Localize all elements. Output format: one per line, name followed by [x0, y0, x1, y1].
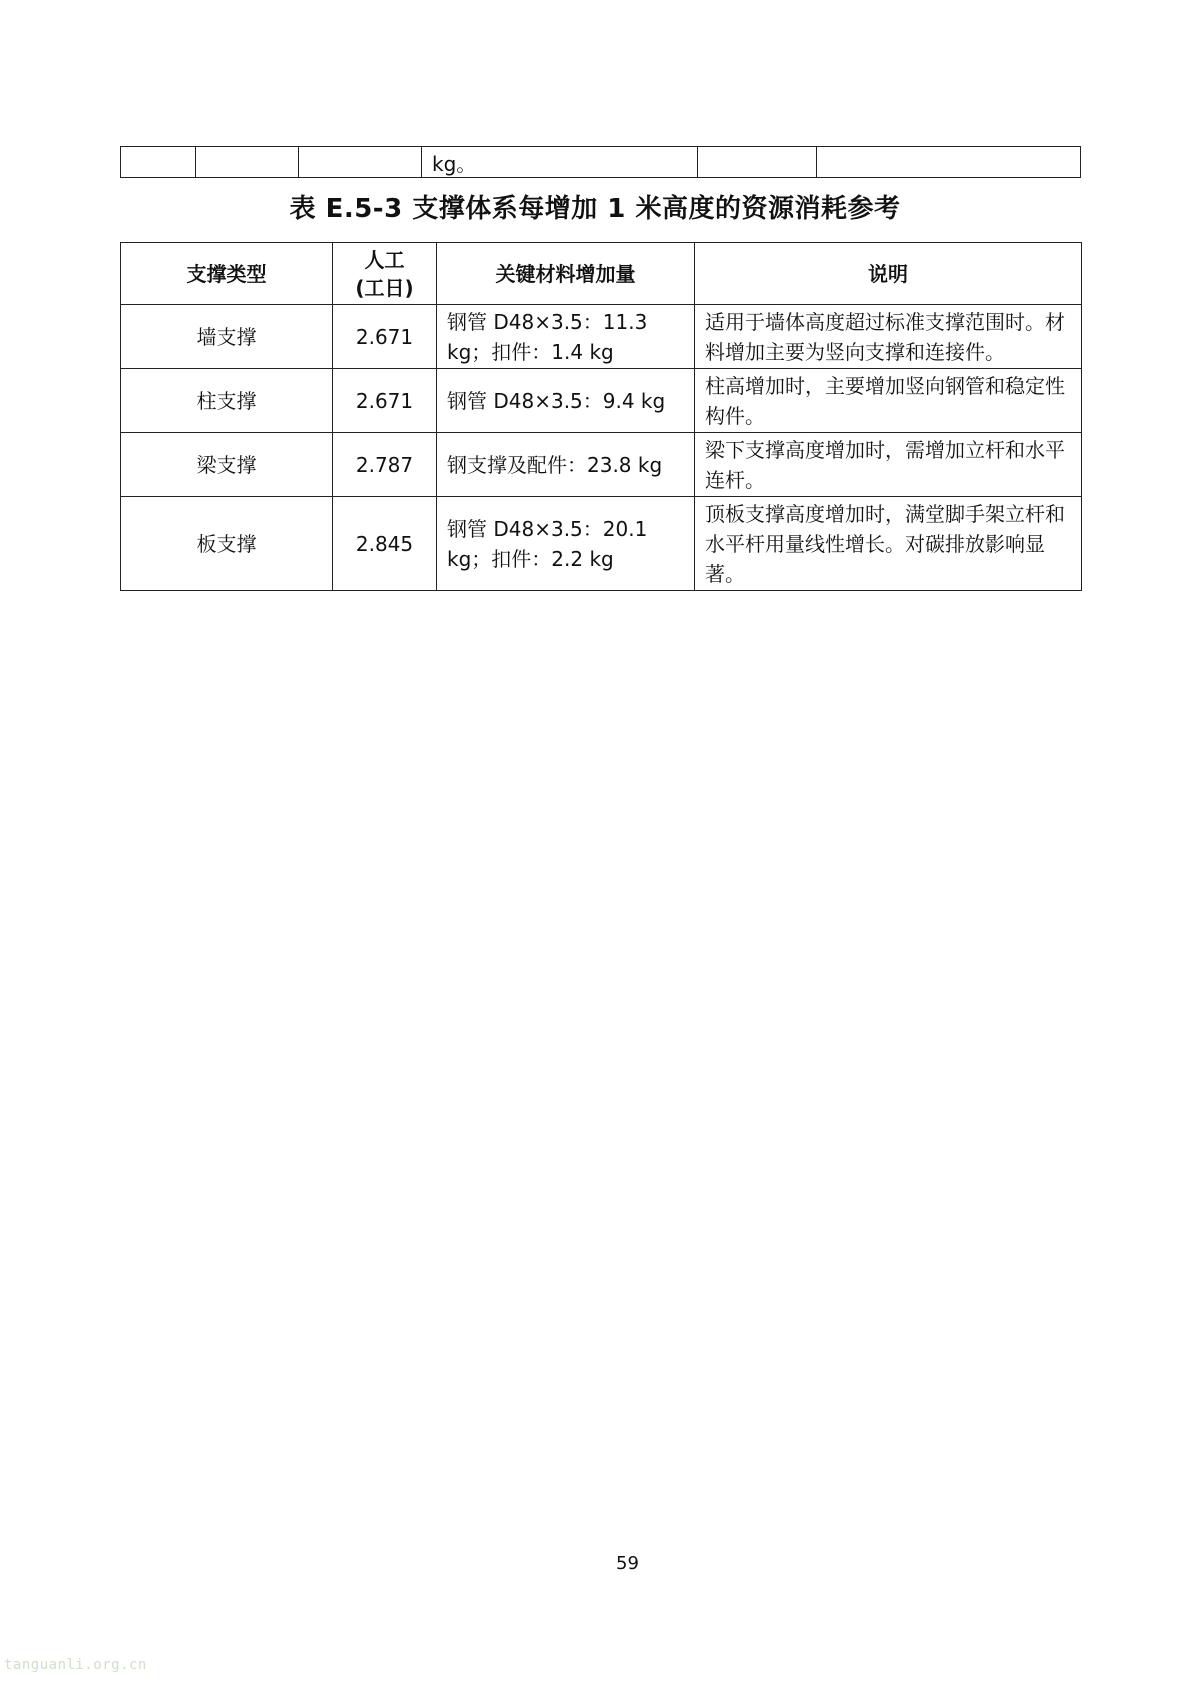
previous-table-fragment — [120, 146, 1081, 178]
labor-cell: 2.845 — [333, 497, 437, 591]
material-cell: 钢管 D48×3.5：11.3 kg；扣件：1.4 kg — [437, 305, 695, 369]
note-cell: 梁下支撑高度增加时，需增加立杆和水平连杆。 — [695, 433, 1082, 497]
material-cell: 钢管 D48×3.5：9.4 kg — [437, 369, 695, 433]
table-header-row — [121, 243, 1082, 305]
support-type-cell: 梁支撑 — [121, 433, 333, 497]
note-cell: 顶板支撑高度增加时，满堂脚手架立杆和水平杆用量线性增长。对碳排放影响显著。 — [695, 497, 1082, 591]
table-cell: kg。 — [422, 147, 698, 178]
table-row — [121, 369, 1082, 433]
table-row — [121, 147, 1081, 178]
support-type-cell: 板支撑 — [121, 497, 333, 591]
watermark: tanguanli.org.cn — [4, 1657, 147, 1673]
material-cell: 钢支撑及配件：23.8 kg — [437, 433, 695, 497]
header-labor — [333, 243, 437, 305]
note-cell: 柱高增加时，主要增加竖向钢管和稳定性构件。 — [695, 369, 1082, 433]
table-row — [121, 305, 1082, 369]
table-row — [121, 433, 1082, 497]
header-support-type: 支撑类型 — [121, 243, 333, 305]
header-material: 关键材料增加量 — [437, 243, 695, 305]
material-cell: 钢管 D48×3.5：20.1 kg；扣件：2.2 kg — [437, 497, 695, 591]
labor-cell: 2.787 — [333, 433, 437, 497]
table-cell — [698, 147, 817, 178]
table-cell — [817, 147, 1081, 178]
resource-table — [120, 242, 1082, 591]
table-title: 表 E.5-3 支撑体系每增加 1 米高度的资源消耗参考 — [289, 194, 901, 224]
support-type-cell: 墙支撑 — [121, 305, 333, 369]
table-cell — [196, 147, 299, 178]
labor-cell: 2.671 — [333, 305, 437, 369]
table-row — [121, 497, 1082, 591]
labor-cell: 2.671 — [333, 369, 437, 433]
note-cell: 适用于墙体高度超过标准支撑范围时。材料增加主要为竖向支撑和连接件。 — [695, 305, 1082, 369]
table-cell — [299, 147, 422, 178]
support-type-cell: 柱支撑 — [121, 369, 333, 433]
page-number: 59 — [616, 1553, 639, 1574]
header-note: 说明 — [695, 243, 1082, 305]
header-labor-text: 人工 (工日) — [355, 247, 414, 300]
table-cell — [121, 147, 196, 178]
